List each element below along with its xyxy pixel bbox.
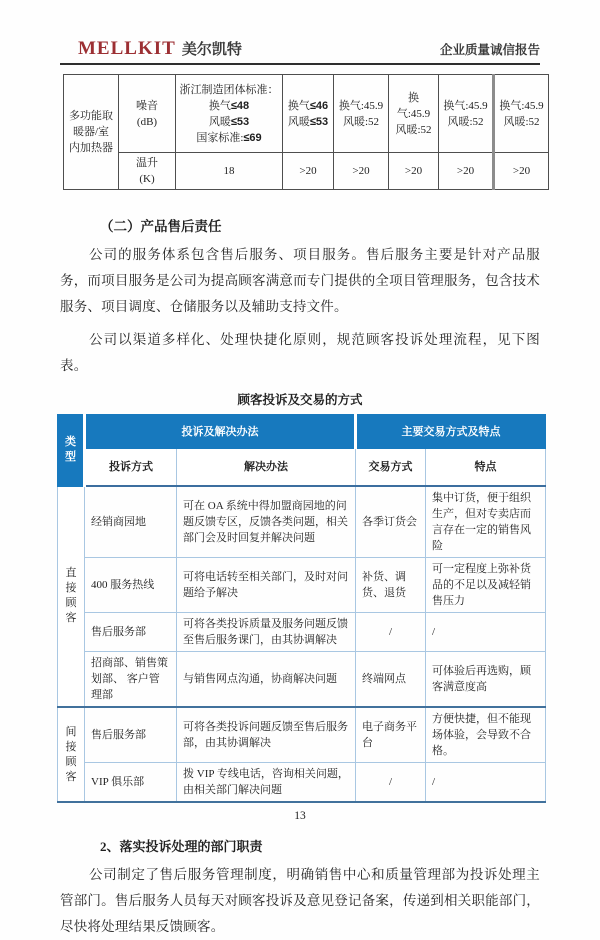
complaint-cell: 电子商务平台 — [356, 707, 426, 763]
paragraph: 公司制定了售后服务管理制度，明确销售中心和质量管理部为投诉处理主管部门。售后服务人员每天对顾客投诉及意见登记备案，传递到相关职能部门，尽快将处理结果反馈顾客。 — [60, 867, 540, 934]
brand-name-en: MELLKIT — [78, 38, 176, 59]
complaint-table-title: 顾客投诉及交易的方式 — [237, 393, 363, 407]
paragraph: 公司以渠道多样化、处理快捷化原则，规范顾客投诉处理流程，见下图表。 — [60, 332, 540, 373]
column-header-complaint-way: 投诉方式 — [85, 449, 177, 487]
complaint-row — [58, 652, 546, 708]
group-header-row — [58, 415, 546, 449]
spec-value-cell: 18 — [176, 153, 283, 190]
complaint-cell: 售后服务部 — [85, 707, 177, 763]
complaint-cell: 集中订货，便于组织生产，但对专卖店而言存在一定的销售风险 — [426, 486, 546, 558]
section-heading: （二）产品售后责任 — [100, 219, 222, 234]
complaint-cell: 可将各类投诉质量及服务问题反馈至售后服务课门，由其协调解决 — [177, 613, 356, 652]
complaint-cell: 可将各类投诉问题反馈至售后服务部，由其协调解决 — [177, 707, 356, 763]
complaint-cell: 可体验后再选购，顾客满意度高 — [426, 652, 546, 708]
complaint-cell: 方便快捷，但不能现场体验，会导致不合格。 — [426, 707, 546, 763]
spec-row-header: 多功能取暖器/室内加热器 — [64, 75, 119, 190]
spec-value-cell: >20 — [389, 153, 439, 190]
spec-value-cell: 浙江制造团体标准： 换气≤48 风暖≤53 国家标准:≤69 — [176, 75, 283, 153]
complaint-row — [58, 558, 546, 613]
complaint-cell: 经销商园地 — [85, 486, 177, 558]
complaint-row — [58, 763, 546, 803]
column-header-transaction-way: 交易方式 — [356, 449, 426, 487]
complaint-cell: 各季订货会 — [356, 486, 426, 558]
complaint-cell: / — [356, 763, 426, 803]
complaint-cell: 可一定程度上弥补货品的不足以及减轻销售压力 — [426, 558, 546, 613]
complaint-cell: 售后服务部 — [85, 613, 177, 652]
group-header-complaints: 投诉及解决办法 — [85, 415, 356, 449]
complaint-cell: 补货、调货、退货 — [356, 558, 426, 613]
page-header — [60, 38, 540, 60]
customer-type-label: 直接顾客 — [65, 567, 77, 625]
complaint-table-body — [58, 415, 546, 803]
complaint-cell: / — [356, 613, 426, 652]
column-header-solution: 解决办法 — [177, 449, 356, 487]
customer-type-label: 间接顾客 — [65, 725, 77, 783]
spec-value-cell: 换气≤46 风暖≤53 — [283, 75, 334, 153]
spec-metric-cell: 温升 (K) — [119, 153, 176, 190]
spec-table-body — [64, 75, 549, 190]
complaint-row — [58, 486, 546, 558]
spec-row — [64, 75, 549, 153]
complaint-cell: 终端网点 — [356, 652, 426, 708]
brand-logo — [60, 38, 242, 60]
brand-name-cn: 美尔凯特 — [181, 42, 242, 58]
spec-metric-cell: 噪音 (dB) — [119, 75, 176, 153]
spec-value-cell: 换气:45.9 风暖:52 — [389, 75, 439, 153]
customer-type-cell — [58, 707, 85, 802]
spec-row — [64, 153, 549, 190]
spec-value-cell: >20 — [283, 153, 334, 190]
spec-value-cell: 换气:45.9 风暖:52 — [334, 75, 389, 153]
column-header-feature: 特点 — [426, 449, 546, 487]
complaint-row — [58, 613, 546, 652]
group-header-transactions: 主要交易方式及特点 — [356, 415, 546, 449]
page-number: 13 — [294, 810, 306, 822]
complaint-row — [58, 707, 546, 763]
spec-value-cell: >20 — [334, 153, 389, 190]
complaint-cell: 可将电话转至相关部门，及时对问题给予解决 — [177, 558, 356, 613]
corner-header — [58, 415, 85, 487]
complaint-cell: 可在 OA 系统中得加盟商园地的问题反馈专区，反馈各类问题，相关部门会及时回复并解决问题 — [177, 486, 356, 558]
spec-table — [63, 74, 549, 190]
complaint-cell: 与销售网点沟通，协商解决问题 — [177, 652, 356, 708]
paragraph: 公司的服务体系包含售后服务、项目服务。售后服务主要是针对产品服务，而项目服务是公司为提高顾客满意而专门提供的全项目管理服务，包含技术服务、项目调度、仓储服务以及辅助支持文件。 — [60, 247, 540, 314]
doc-title: 企业质量诚信报告 — [439, 43, 540, 57]
complaint-cell: 400 服务热线 — [85, 558, 177, 613]
spec-value-cell: 换气:45.9 风暖:52 — [494, 75, 549, 153]
spec-value-cell: 换气:45.9 风暖:52 — [439, 75, 494, 153]
complaint-cell: 招商部、销售策划部、 客户管理部 — [85, 652, 177, 708]
complaint-cell: / — [426, 763, 546, 803]
subsection-heading: 2、落实投诉处理的部门职责 — [100, 839, 263, 854]
header-rule — [60, 63, 540, 65]
customer-type-cell — [58, 486, 85, 707]
complaint-cell: / — [426, 613, 546, 652]
page — [0, 38, 600, 934]
corner-header-label: 类型 — [65, 436, 76, 464]
complaint-cell: VIP 俱乐部 — [85, 763, 177, 803]
spec-value-cell: >20 — [494, 153, 549, 190]
complaint-table — [57, 414, 546, 803]
complaint-cell: 拨 VIP 专线电话，咨询相关问题，由相关部门解决问题 — [177, 763, 356, 803]
column-header-row — [58, 449, 546, 487]
spec-value-cell: >20 — [439, 153, 494, 190]
